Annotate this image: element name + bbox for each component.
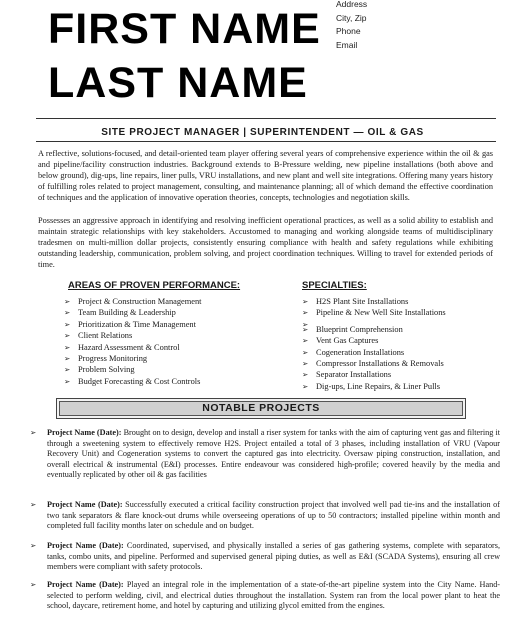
list-item: ➢ Compressor Installations & Removals [302,358,502,369]
performance-heading: AREAS OF PROVEN PERFORMANCE: [68,280,241,291]
list-item: ➢ Cogeneration Installations [302,347,502,358]
list-item: ➢ Budget Forecasting & Cost Controls [64,376,284,387]
project-label: Project Name (Date): [47,541,124,550]
list-item: ➢ Blueprint Comprehension [302,324,502,335]
summary-paragraph-2: Possesses an aggressive approach in identifying and resolving inefficient operational practices, as well as a solid ability to establish and maintain strategic relationships with key stakeholders. Accustomed to managing and working alongside teams of multidisciplinary tradesmen on multi-million dollar projects, consistently ensuring compliance with health and safety regulations while exhibiting outstanding leadership, communication, problem solving, and project coordination techniques. Willing to travel for extended periods of time. [38,216,493,269]
list-item: ➢ Hazard Assessment & Control [64,342,284,353]
project-entry [30,500,500,532]
project-entry [30,541,500,573]
project-entry [30,580,500,612]
list-item: ➢ Separator Installations [302,369,502,380]
list-item: ➢ Problem Solving [64,364,284,375]
last-name: LAST NAME [48,59,308,107]
project-description: Played an integral role in the implementation of a state-of-the-art pipeline system into the City Name. Hand-selected to perform welding, civil, and electrical duties throughout the installation. System ran from the local power plant to heat the school, daycare, retirement home, and hotel by capturing and utilizing glycol emitted from the engines. [47,580,501,611]
project-label: Project Name (Date): [47,428,122,437]
projects-banner [56,398,466,419]
contact-email: Email [336,39,358,50]
project-entry [30,428,500,481]
project-label: Project Name (Date): [47,580,124,589]
list-item: ➢ Team Building & Leadership [64,307,284,318]
specialties-heading: SPECIALTIES: [302,280,367,291]
performance-list [64,296,284,387]
summary-paragraph-1: A reflective, solutions-focused, and detail-oriented team player offering several years of comprehensive experience within the oil & gas and pipeline/facility construction industries. Background extends to B-Pressure welding, new pipeline installations (both above and below ground), dig-ups, line repairs, liner pulls, VRU installations, and new plant and well site integrations. Offering many years history of fulfilling roles related to project management, consulting, and maintenance planning; all of which demand the effective coordination of techniques and the application of innovative operation theories, concepts, technologies and negotiation skills. [38,149,493,202]
list-item: ➢ H2S Plant Site Installations [302,296,502,307]
list-item: ➢ Client Relations [64,330,284,341]
list-item: ➢ Prioritization & Time Management [64,319,284,330]
contact-phone: Phone [336,26,361,36]
contact-city-zip: City, Zip [336,12,367,23]
header-divider [36,118,496,119]
project-description: Coordinated, supervised, and physically installed a series of gas gathering systems, complete with separators, tanks, combo units, and pipeline. Performed and supervised general piping duties, as well as E&I (SCADA Systems), ensuring all crew members were compliant with safety protocols. [47,541,501,572]
contact-address: Address [336,0,368,9]
list-item: ➢ Dig-ups, Line Repairs, & Liner Pulls [302,381,502,392]
first-name: FIRST NAME [48,5,321,53]
project-label: Project Name (Date): [47,500,123,509]
project-description: Brought on to design, develop and install a riser system for tanks with the aim of capturing vent gas and filtering it through a sweetening system to effectively remove H2S. Project entailed a total of 3 phases, including installation of VRU (Vapour Recovery Unit) and Cogeneration systems to convert the captured gas into electricity. Oversaw piping construction, installation, and overall electrical & instrumental (E&I) processes. Entire endeavour was considered high-profile; covered heavily by the media and eventually replicated by other oil & gas facilities [47,428,501,480]
title-divider [36,141,496,142]
list-item: ➢ Project & Construction Management [64,296,284,307]
projects-heading: NOTABLE PROJECTS [202,402,320,414]
arrow-bullet-icon: ➢ [30,541,37,550]
list-item: ➢ Pipeline & New Well Site Installations [302,307,502,318]
arrow-bullet-icon: ➢ [30,428,37,437]
project-description: Successfully executed a critical facility construction project that involved well pad tie-ins and the installation of two tank separators & flare knock-out drums while overseeing operations of up to 50 contractors; installed pipeline within month and completed full facility months later on schedule and on budget. [47,500,501,531]
specialties-list [302,296,502,392]
list-item: ➢ Vent Gas Captures [302,335,502,346]
arrow-bullet-icon: ➢ [30,500,37,509]
contact-block [336,0,367,52]
arrow-bullet-icon: ➢ [30,580,37,589]
list-item: ➢ Progress Monitoring [64,353,284,364]
resume-title: SITE PROJECT MANAGER | SUPERINTENDENT — OIL & GAS [101,127,424,138]
